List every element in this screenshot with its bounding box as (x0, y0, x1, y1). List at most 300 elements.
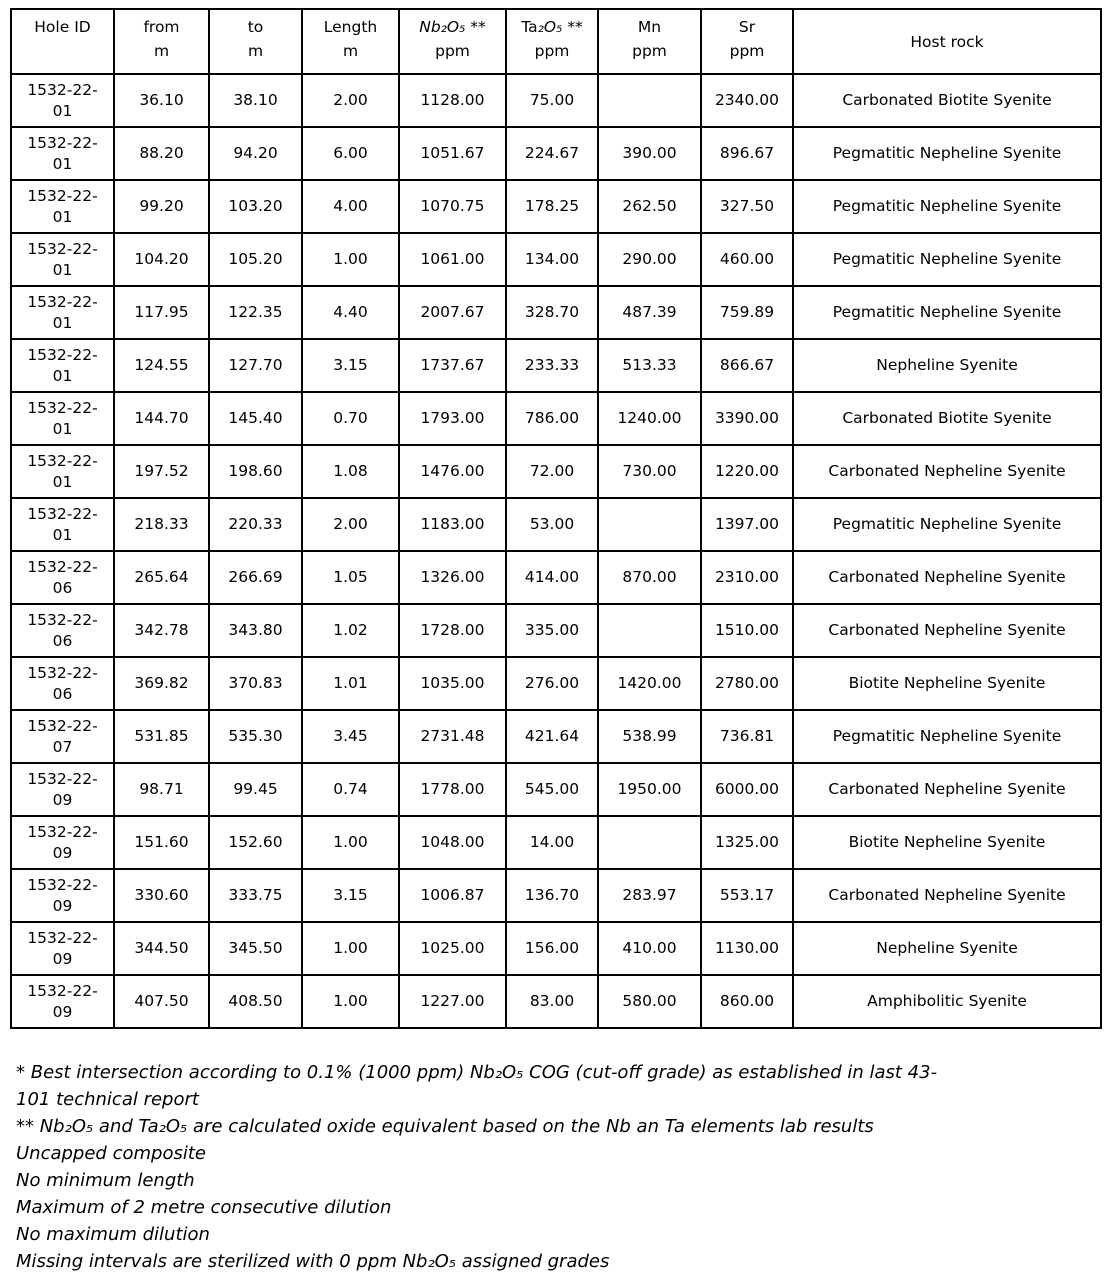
ta2o5_ppm-cell (506, 922, 598, 975)
ta2o5_ppm-cell (506, 551, 598, 604)
nb2o5_ppm-cell (399, 710, 506, 763)
sr_ppm-cell (701, 74, 793, 127)
nb2o5_ppm-cell (399, 816, 506, 869)
from_m-cell (114, 286, 209, 339)
from_m-value: 99.20 (139, 197, 184, 216)
header-label: Hole ID (34, 18, 91, 36)
ta2o5_ppm-cell (506, 127, 598, 180)
hole_id-cell (11, 975, 114, 1028)
ta2o5_ppm-cell (506, 657, 598, 710)
nb2o5_ppm-value: 1728.00 (420, 621, 485, 640)
to_m-cell (209, 339, 302, 392)
from_m-cell (114, 339, 209, 392)
host_rock-cell (793, 922, 1101, 975)
from_m-cell (114, 551, 209, 604)
nb2o5_ppm-value: 1326.00 (420, 568, 485, 587)
host_rock-value: Pegmatitic Nepheline Syenite (832, 303, 1062, 322)
hole_id-value: 1532-22-06 (27, 664, 98, 703)
length_m-value: 1.08 (333, 462, 368, 481)
host_rock-cell (793, 869, 1101, 922)
host_rock-value: Carbonated Biotite Syenite (842, 409, 1052, 428)
from_m-value: 98.71 (139, 780, 184, 799)
length_m-cell (302, 180, 399, 233)
table-row (11, 710, 1101, 763)
hole_id-value: 1532-22-01 (27, 346, 98, 385)
length_m-cell (302, 604, 399, 657)
to_m-cell (209, 286, 302, 339)
nb2o5_ppm-cell (399, 127, 506, 180)
mn_ppm-cell (598, 551, 701, 604)
host_rock-cell (793, 445, 1101, 498)
sr_ppm-value: 1397.00 (714, 515, 780, 534)
from_m-value: 407.50 (134, 992, 189, 1011)
ta2o5_ppm-value: 14.00 (529, 833, 575, 852)
host_rock-cell (793, 710, 1101, 763)
ta2o5_ppm-value: 134.00 (524, 250, 580, 269)
col-header-hole_id (11, 9, 114, 74)
to_m-cell (209, 975, 302, 1028)
from_m-cell (114, 392, 209, 445)
hole_id-cell (11, 498, 114, 551)
footnote: ** Nb₂O₅ and Ta₂O₅ are calculated oxide equivalent based on the Nb an Ta elements lab results (16, 1116, 874, 1137)
to_m-value: 127.70 (228, 356, 283, 375)
table-row (11, 286, 1101, 339)
length_m-value: 1.00 (333, 992, 368, 1011)
table-header (11, 9, 1101, 74)
sr_ppm-value: 1325.00 (714, 833, 780, 852)
sr_ppm-cell (701, 392, 793, 445)
mn_ppm-cell (598, 604, 701, 657)
length_m-cell (302, 551, 399, 604)
table-row (11, 180, 1101, 233)
length_m-cell (302, 498, 399, 551)
to_m-cell (209, 657, 302, 710)
mn_ppm-cell (598, 180, 701, 233)
length_m-value: 3.15 (333, 356, 368, 375)
hole_id-value: 1532-22-01 (27, 399, 98, 438)
host_rock-cell (793, 392, 1101, 445)
hole_id-cell (11, 763, 114, 816)
hole_id-value: 1532-22-07 (27, 717, 98, 756)
from_m-value: 144.70 (134, 409, 189, 428)
from_m-cell (114, 180, 209, 233)
hole_id-value: 1532-22-01 (27, 81, 98, 120)
from_m-value: 218.33 (134, 515, 189, 534)
hole_id-cell (11, 127, 114, 180)
host_rock-cell (793, 763, 1101, 816)
ta2o5_ppm-cell (506, 763, 598, 816)
sr_ppm-value: 2780.00 (714, 674, 780, 693)
ta2o5_ppm-cell (506, 604, 598, 657)
mn_ppm-value: 870.00 (622, 568, 677, 587)
length_m-value: 1.05 (333, 568, 368, 587)
to_m-cell (209, 498, 302, 551)
sr_ppm-value: 6000.00 (714, 780, 780, 799)
sr_ppm-cell (701, 180, 793, 233)
header-label: Length (323, 18, 378, 36)
mn_ppm-value: 390.00 (622, 144, 677, 163)
header-label: from (143, 18, 180, 36)
length_m-cell (302, 74, 399, 127)
ta2o5_ppm-cell (506, 233, 598, 286)
to_m-cell (209, 922, 302, 975)
table-row (11, 498, 1101, 551)
nb2o5_ppm-value: 1051.67 (420, 144, 485, 163)
to_m-value: 333.75 (228, 886, 283, 905)
mn_ppm-cell (598, 127, 701, 180)
ta2o5_ppm-cell (506, 445, 598, 498)
header-unit: ppm (729, 42, 765, 60)
to_m-cell (209, 233, 302, 286)
table-row (11, 233, 1101, 286)
from_m-value: 265.64 (134, 568, 189, 587)
table-row (11, 763, 1101, 816)
to_m-value: 38.10 (233, 91, 278, 110)
hole_id-value: 1532-22-01 (27, 293, 98, 332)
host_rock-value: Biotite Nepheline Syenite (848, 674, 1046, 693)
hole_id-value: 1532-22-01 (27, 134, 98, 173)
hole_id-cell (11, 339, 114, 392)
sr_ppm-value: 327.50 (719, 197, 775, 216)
ta2o5_ppm-value: 53.00 (529, 515, 575, 534)
nb2o5_ppm-cell (399, 975, 506, 1028)
from_m-cell (114, 710, 209, 763)
mn_ppm-value: 283.97 (622, 886, 677, 905)
col-header-sr_ppm (701, 9, 793, 74)
results-table (10, 8, 1102, 1029)
ta2o5_ppm-cell (506, 392, 598, 445)
table-row (11, 816, 1101, 869)
nb2o5_ppm-value: 1048.00 (420, 833, 485, 852)
from_m-value: 330.60 (134, 886, 189, 905)
length_m-cell (302, 392, 399, 445)
sr_ppm-value: 736.81 (719, 727, 775, 746)
length_m-cell (302, 816, 399, 869)
nb2o5_ppm-cell (399, 763, 506, 816)
mn_ppm-cell (598, 657, 701, 710)
from_m-cell (114, 816, 209, 869)
from_m-value: 88.20 (139, 144, 184, 163)
nb2o5_ppm-cell (399, 604, 506, 657)
header-unit: ppm (632, 42, 667, 60)
hole_id-cell (11, 392, 114, 445)
to_m-value: 535.30 (228, 727, 283, 746)
mn_ppm-cell (598, 816, 701, 869)
table-row (11, 975, 1101, 1028)
hole_id-cell (11, 869, 114, 922)
from_m-value: 104.20 (134, 250, 189, 269)
ta2o5_ppm-cell (506, 710, 598, 763)
length_m-cell (302, 869, 399, 922)
to_m-cell (209, 127, 302, 180)
nb2o5_ppm-cell (399, 922, 506, 975)
ta2o5_ppm-value: 178.25 (524, 197, 580, 216)
nb2o5_ppm-cell (399, 498, 506, 551)
sr_ppm-value: 866.67 (719, 356, 775, 375)
to_m-cell (209, 180, 302, 233)
nb2o5_ppm-value: 1006.87 (420, 886, 485, 905)
from_m-cell (114, 233, 209, 286)
from_m-value: 151.60 (134, 833, 189, 852)
footnote: No minimum length (16, 1170, 195, 1191)
from_m-cell (114, 74, 209, 127)
hole_id-cell (11, 74, 114, 127)
ta2o5_ppm-value: 335.00 (524, 621, 580, 640)
mn_ppm-value: 290.00 (622, 250, 677, 269)
host_rock-cell (793, 604, 1101, 657)
ta2o5_ppm-value: 156.00 (524, 939, 580, 958)
sr_ppm-value: 460.00 (719, 250, 775, 269)
sr_ppm-cell (701, 710, 793, 763)
ta2o5_ppm-value: 328.70 (524, 303, 580, 322)
table-row (11, 339, 1101, 392)
to_m-cell (209, 816, 302, 869)
to_m-value: 105.20 (228, 250, 283, 269)
length_m-value: 3.15 (333, 886, 368, 905)
header-unit: ppm (435, 42, 470, 60)
sr_ppm-cell (701, 657, 793, 710)
ta2o5_ppm-value: 224.67 (524, 144, 580, 163)
hole_id-cell (11, 816, 114, 869)
to_m-cell (209, 74, 302, 127)
to_m-value: 408.50 (228, 992, 283, 1011)
sr_ppm-cell (701, 975, 793, 1028)
mn_ppm-value: 487.39 (622, 303, 677, 322)
length_m-cell (302, 286, 399, 339)
mn_ppm-value: 538.99 (622, 727, 677, 746)
nb2o5_ppm-cell (399, 286, 506, 339)
ta2o5_ppm-value: 75.00 (529, 91, 575, 110)
from_m-cell (114, 922, 209, 975)
header-unit: m (247, 42, 264, 60)
col-header-ta2o5_ppm (506, 9, 598, 74)
nb2o5_ppm-value: 1793.00 (420, 409, 485, 428)
table-row (11, 604, 1101, 657)
host_rock-cell (793, 127, 1101, 180)
table-row (11, 869, 1101, 922)
sr_ppm-cell (701, 816, 793, 869)
header-unit: m (153, 42, 170, 60)
hole_id-cell (11, 233, 114, 286)
sr_ppm-value: 860.00 (719, 992, 775, 1011)
nb2o5_ppm-value: 1737.67 (420, 356, 485, 375)
col-header-host_rock (793, 9, 1101, 74)
sr_ppm-cell (701, 922, 793, 975)
sr_ppm-cell (701, 233, 793, 286)
length_m-value: 4.40 (333, 303, 368, 322)
to_m-value: 343.80 (228, 621, 283, 640)
to_m-value: 345.50 (228, 939, 283, 958)
nb2o5_ppm-value: 1778.00 (420, 780, 485, 799)
table-body (11, 74, 1101, 1028)
host_rock-cell (793, 657, 1101, 710)
mn_ppm-value: 410.00 (622, 939, 677, 958)
length_m-value: 2.00 (333, 515, 368, 534)
mn_ppm-value: 1950.00 (617, 780, 682, 799)
nb2o5_ppm-value: 1025.00 (420, 939, 485, 958)
to_m-cell (209, 869, 302, 922)
sr_ppm-value: 759.89 (719, 303, 775, 322)
sr_ppm-cell (701, 286, 793, 339)
hole_id-value: 1532-22-01 (27, 452, 98, 491)
host_rock-value: Pegmatitic Nepheline Syenite (832, 197, 1062, 216)
nb2o5_ppm-cell (399, 180, 506, 233)
col-header-length_m (302, 9, 399, 74)
mn_ppm-value: 513.33 (622, 356, 677, 375)
mn_ppm-cell (598, 445, 701, 498)
table-row (11, 74, 1101, 127)
length_m-value: 0.74 (333, 780, 368, 799)
to_m-value: 198.60 (228, 462, 283, 481)
host_rock-value: Nepheline Syenite (876, 356, 1018, 375)
footnote: Missing intervals are sterilized with 0 ppm Nb₂O₅ assigned grades (16, 1251, 610, 1272)
length_m-cell (302, 975, 399, 1028)
mn_ppm-value: 580.00 (622, 992, 677, 1011)
length_m-value: 0.70 (333, 409, 368, 428)
from_m-value: 36.10 (139, 91, 184, 110)
from_m-value: 344.50 (134, 939, 189, 958)
col-header-nb2o5_ppm (399, 9, 506, 74)
sr_ppm-cell (701, 445, 793, 498)
sr_ppm-cell (701, 551, 793, 604)
length_m-cell (302, 922, 399, 975)
to_m-cell (209, 551, 302, 604)
hole_id-value: 1532-22-09 (27, 982, 98, 1021)
col-header-mn_ppm (598, 9, 701, 74)
ta2o5_ppm-cell (506, 74, 598, 127)
length_m-cell (302, 233, 399, 286)
hole_id-cell (11, 286, 114, 339)
hole_id-cell (11, 551, 114, 604)
sr_ppm-value: 1220.00 (714, 462, 780, 481)
ta2o5_ppm-value: 421.64 (524, 727, 580, 746)
from_m-cell (114, 445, 209, 498)
nb2o5_ppm-value: 2731.48 (420, 727, 485, 746)
to_m-value: 122.35 (228, 303, 283, 322)
to_m-value: 99.45 (233, 780, 278, 799)
nb2o5_ppm-value: 1183.00 (420, 515, 485, 534)
hole_id-cell (11, 604, 114, 657)
table-row (11, 445, 1101, 498)
to_m-cell (209, 445, 302, 498)
from_m-value: 531.85 (134, 727, 189, 746)
length_m-value: 6.00 (333, 144, 368, 163)
ta2o5_ppm-cell (506, 869, 598, 922)
sr_ppm-value: 896.67 (719, 144, 775, 163)
header-label: Sr (738, 18, 756, 36)
footnote: Maximum of 2 metre consecutive dilution (16, 1197, 392, 1218)
hole_id-cell (11, 180, 114, 233)
length_m-value: 3.45 (333, 727, 368, 746)
host_rock-cell (793, 551, 1101, 604)
hole_id-value: 1532-22-01 (27, 505, 98, 544)
sr_ppm-cell (701, 763, 793, 816)
ta2o5_ppm-cell (506, 180, 598, 233)
sr_ppm-value: 2340.00 (714, 91, 780, 110)
hole_id-cell (11, 710, 114, 763)
to_m-value: 266.69 (228, 568, 283, 587)
header-row (11, 9, 1101, 74)
length_m-value: 1.02 (333, 621, 368, 640)
host_rock-value: Pegmatitic Nepheline Syenite (832, 144, 1062, 163)
ta2o5_ppm-value: 545.00 (524, 780, 580, 799)
mn_ppm-cell (598, 922, 701, 975)
length_m-value: 1.00 (333, 939, 368, 958)
col-header-to_m (209, 9, 302, 74)
host_rock-value: Carbonated Biotite Syenite (842, 91, 1052, 110)
table-row (11, 922, 1101, 975)
ta2o5_ppm-cell (506, 975, 598, 1028)
ta2o5_ppm-cell (506, 498, 598, 551)
to_m-value: 94.20 (233, 144, 278, 163)
length_m-value: 4.00 (333, 197, 368, 216)
ta2o5_ppm-value: 233.33 (524, 356, 580, 375)
ta2o5_ppm-cell (506, 286, 598, 339)
table-row (11, 392, 1101, 445)
mn_ppm-cell (598, 233, 701, 286)
from_m-cell (114, 604, 209, 657)
hole_id-value: 1532-22-01 (27, 240, 98, 279)
col-header-from_m (114, 9, 209, 74)
host_rock-cell (793, 498, 1101, 551)
to_m-value: 103.20 (228, 197, 283, 216)
header-label-formula: Nb₂O₅ ** (419, 18, 486, 36)
to_m-cell (209, 604, 302, 657)
length_m-value: 2.00 (333, 91, 368, 110)
from_m-value: 369.82 (134, 674, 189, 693)
length_m-cell (302, 127, 399, 180)
to_m-value: 220.33 (228, 515, 283, 534)
sr_ppm-value: 3390.00 (714, 409, 780, 428)
header-unit: m (342, 42, 359, 60)
sr_ppm-cell (701, 869, 793, 922)
length_m-cell (302, 445, 399, 498)
host_rock-cell (793, 74, 1101, 127)
nb2o5_ppm-value: 1061.00 (420, 250, 485, 269)
mn_ppm-cell (598, 975, 701, 1028)
mn_ppm-value: 262.50 (622, 197, 677, 216)
nb2o5_ppm-cell (399, 445, 506, 498)
ta2o5_ppm-value: 136.70 (524, 886, 580, 905)
table-row (11, 657, 1101, 710)
hole_id-value: 1532-22-09 (27, 929, 98, 968)
ta2o5_ppm-value: 786.00 (524, 409, 580, 428)
mn_ppm-value: 1240.00 (617, 409, 682, 428)
mn_ppm-cell (598, 763, 701, 816)
from_m-cell (114, 657, 209, 710)
ta2o5_ppm-value: 414.00 (524, 568, 580, 587)
nb2o5_ppm-cell (399, 869, 506, 922)
host_rock-cell (793, 233, 1101, 286)
to_m-value: 152.60 (228, 833, 283, 852)
from_m-cell (114, 127, 209, 180)
from_m-value: 117.95 (134, 303, 189, 322)
sr_ppm-value: 553.17 (719, 886, 775, 905)
mn_ppm-cell (598, 339, 701, 392)
host_rock-cell (793, 339, 1101, 392)
nb2o5_ppm-cell (399, 657, 506, 710)
nb2o5_ppm-value: 1476.00 (420, 462, 485, 481)
ta2o5_ppm-cell (506, 816, 598, 869)
ta2o5_ppm-cell (506, 339, 598, 392)
hole_id-cell (11, 657, 114, 710)
mn_ppm-value: 1420.00 (617, 674, 682, 693)
header-unit: ppm (534, 42, 570, 60)
mn_ppm-cell (598, 498, 701, 551)
from_m-cell (114, 498, 209, 551)
hole_id-value: 1532-22-09 (27, 823, 98, 862)
mn_ppm-cell (598, 74, 701, 127)
